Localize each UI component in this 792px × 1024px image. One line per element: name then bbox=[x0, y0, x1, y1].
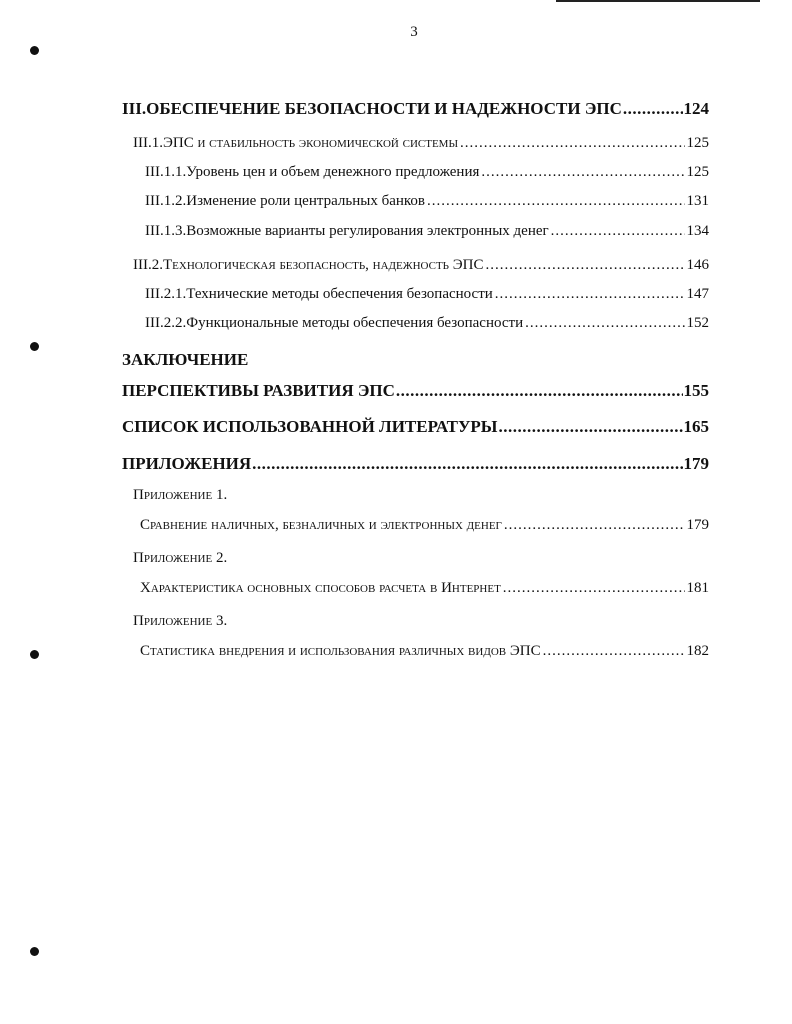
appendix-2-label: Приложение 2. bbox=[133, 550, 228, 566]
toc-leader bbox=[481, 164, 684, 181]
toc-title: ПЕРСПЕКТИВЫ РАЗВИТИЯ ЭПС bbox=[122, 381, 395, 400]
toc-title: СПИСОК ИСПОЛЬЗОВАННОЙ ЛИТЕРАТУРЫ bbox=[122, 417, 498, 436]
toc-leader bbox=[252, 454, 682, 474]
toc-page: 125 bbox=[686, 164, 709, 180]
toc-entry-3-1-3[interactable] bbox=[145, 223, 709, 240]
page-number: 3 bbox=[410, 24, 418, 40]
toc-title: Технические методы обеспечения безопасности bbox=[186, 286, 493, 302]
toc-title: Уровень цен и объем денежного предложения bbox=[186, 164, 480, 180]
toc-leader bbox=[543, 643, 685, 660]
appendix-3-label: Приложение 3. bbox=[133, 613, 228, 629]
top-rule bbox=[556, 0, 760, 2]
toc-leader bbox=[460, 135, 684, 152]
toc-title: Сравнение наличных, безналичных и электронных денег bbox=[140, 517, 502, 533]
toc-page: 131 bbox=[686, 193, 709, 209]
toc-leader bbox=[396, 381, 683, 401]
toc-title: Статистика внедрения и использования различных видов ЭПС bbox=[140, 643, 541, 659]
punch-hole-mark bbox=[30, 650, 39, 659]
punch-hole-mark bbox=[30, 947, 39, 956]
appendix-1-label: Приложение 1. bbox=[133, 487, 228, 503]
toc-page: 182 bbox=[686, 643, 709, 659]
toc-entry-appendix-1[interactable] bbox=[140, 517, 709, 534]
toc-title: Изменение роли центральных банков bbox=[186, 193, 426, 209]
toc-number: III.2.1. bbox=[145, 286, 187, 302]
toc-page: 146 bbox=[686, 257, 709, 273]
toc-entry-appendix-3[interactable] bbox=[140, 643, 709, 660]
toc-title: Возможные варианты регулирования электронных денег bbox=[186, 223, 549, 239]
toc-leader bbox=[551, 223, 685, 240]
toc-number: III.1.3. bbox=[145, 223, 187, 239]
punch-hole-mark bbox=[30, 46, 39, 55]
toc-entry-3-2-1[interactable] bbox=[145, 286, 709, 303]
toc-number: III.1.2. bbox=[145, 193, 187, 209]
toc-page: 125 bbox=[686, 135, 709, 151]
toc-page: 147 bbox=[686, 286, 709, 302]
toc-page: 179 bbox=[683, 454, 709, 473]
toc-title: ЭПС и стабильность экономической системы bbox=[163, 135, 459, 151]
toc-leader bbox=[427, 193, 684, 210]
toc-page: 124 bbox=[683, 99, 709, 118]
toc-entry-3-1-1[interactable] bbox=[145, 164, 709, 181]
toc-entry-3-2-2[interactable] bbox=[145, 315, 709, 332]
toc-title: ОБЕСПЕЧЕНИЕ БЕЗОПАСНОСТИ И НАДЕЖНОСТИ ЭПС bbox=[146, 99, 622, 118]
toc-title: Характеристика основных способов расчета в Интернет bbox=[140, 580, 501, 596]
toc-leader bbox=[623, 99, 683, 119]
punch-hole-mark bbox=[30, 342, 39, 351]
toc-page: 155 bbox=[683, 381, 709, 400]
conclusion-heading: ЗАКЛЮЧЕНИЕ bbox=[122, 350, 249, 369]
toc-entry-3-1-2[interactable] bbox=[145, 193, 709, 210]
toc-page: 181 bbox=[686, 580, 709, 596]
toc-entry-conclusion[interactable] bbox=[122, 381, 709, 401]
toc-number: III.2.2. bbox=[145, 315, 187, 331]
toc-leader bbox=[486, 257, 685, 274]
toc-entry-section-3[interactable] bbox=[122, 99, 709, 119]
toc-entry-references[interactable] bbox=[122, 417, 709, 437]
toc-title: ПРИЛОЖЕНИЯ bbox=[122, 454, 252, 473]
toc-leader bbox=[525, 315, 684, 332]
toc-leader bbox=[499, 417, 683, 437]
toc-number: III.1.1. bbox=[145, 164, 187, 180]
toc-leader bbox=[495, 286, 685, 303]
toc-entry-3-2[interactable] bbox=[133, 257, 709, 274]
toc-title: Функциональные методы обеспечения безопасности bbox=[186, 315, 524, 331]
toc-page: 165 bbox=[683, 417, 709, 436]
toc-number: III.2. bbox=[133, 257, 163, 273]
toc-entry-3-1[interactable] bbox=[133, 135, 709, 152]
toc-entry-appendices[interactable] bbox=[122, 454, 709, 474]
toc-page: 134 bbox=[686, 223, 709, 239]
toc-number: III. bbox=[122, 99, 147, 118]
toc-leader bbox=[503, 580, 685, 597]
toc-page: 179 bbox=[686, 517, 709, 533]
toc-entry-appendix-2[interactable] bbox=[140, 580, 709, 597]
toc-title: Технологическая безопасность, надежность ЭПС bbox=[163, 257, 484, 273]
toc-leader bbox=[504, 517, 685, 534]
toc-number: III.1. bbox=[133, 135, 163, 151]
toc-page: 152 bbox=[686, 315, 709, 331]
